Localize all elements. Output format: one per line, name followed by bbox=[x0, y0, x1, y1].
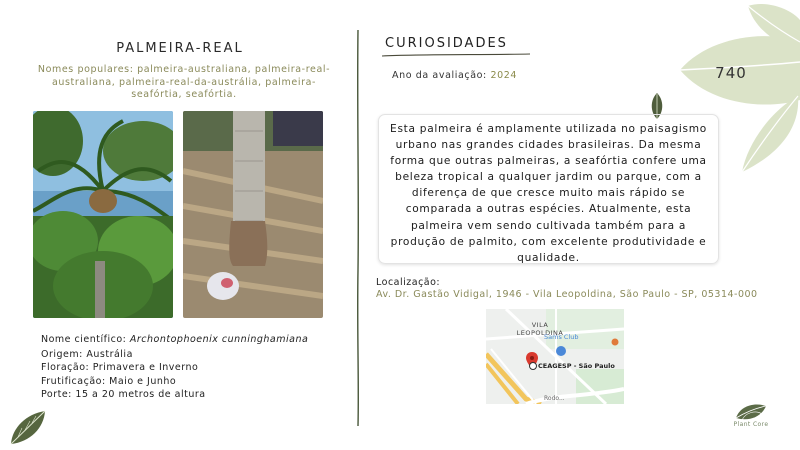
size-line: Porte: 15 a 20 metros de altura bbox=[41, 388, 206, 400]
scientific-label: Nome científico: bbox=[41, 334, 127, 345]
page-title: PALMEIRA-REAL bbox=[116, 41, 244, 56]
section-heading: CURIOSIDADES bbox=[385, 36, 508, 51]
palm-trunk-photo bbox=[183, 111, 323, 318]
map-district-label: VILA LEOPOLDINA bbox=[516, 321, 564, 337]
curiosity-text: Esta palmeira é amplamente utilizada no paisagismo urbano nas grandes cidades brasileiras. Da mesma forma que outras palmeiras, a seafórtia confere uma beleza tropical a qualquer jardim ou parque, com a diferença de que cresce muito mais rápido se comparada a outras espécies. Atualmente, esta palmeira vem sendo cultivada também para a produção de palmito, com excelente produtividade e qualidade. bbox=[390, 123, 707, 264]
evaluation-number: 740 bbox=[715, 64, 747, 82]
logo-name: Plant Core bbox=[733, 421, 769, 428]
plant-core-logo bbox=[732, 398, 770, 434]
leaf-bottom-icon bbox=[742, 96, 798, 172]
popular-names: Nomes populares: palmeira-australiana, palmeira-real-australiana, palmeira-real-da-austrália, palmeira-seafórtia, seafórtia. bbox=[37, 64, 331, 100]
palm-canopy-photo bbox=[33, 111, 173, 318]
evaluation-year bbox=[392, 70, 517, 81]
map-store-label: Sams Club bbox=[544, 333, 579, 341]
location-map[interactable] bbox=[486, 309, 624, 404]
year-value: 2024 bbox=[490, 70, 518, 81]
column-divider bbox=[356, 30, 360, 426]
map-pin-label: CEAGESP - São Paulo bbox=[538, 362, 615, 370]
fruiting-line: Frutificação: Maio e Junho bbox=[41, 375, 177, 387]
location-label: Localização: bbox=[376, 277, 441, 288]
heading-underline bbox=[382, 52, 530, 58]
leaf-icon bbox=[8, 408, 48, 446]
year-label: Ano da avaliação: bbox=[392, 70, 487, 81]
scientific-name-line bbox=[41, 333, 308, 346]
scientific-name: Archontophoenix cunninghamiana bbox=[129, 334, 309, 345]
location-address: Av. Dr. Gastão Vidigal, 1946 - Vila Leopoldina, São Paulo - SP, 05314-000 bbox=[376, 289, 758, 300]
curiosity-card bbox=[378, 114, 719, 264]
origin-line: Origem: Austrália bbox=[41, 349, 133, 361]
flowering-line: Floração: Primavera e Inverno bbox=[41, 362, 199, 374]
plant-facts bbox=[41, 333, 308, 401]
map-road-label: Rodo... bbox=[544, 395, 565, 402]
